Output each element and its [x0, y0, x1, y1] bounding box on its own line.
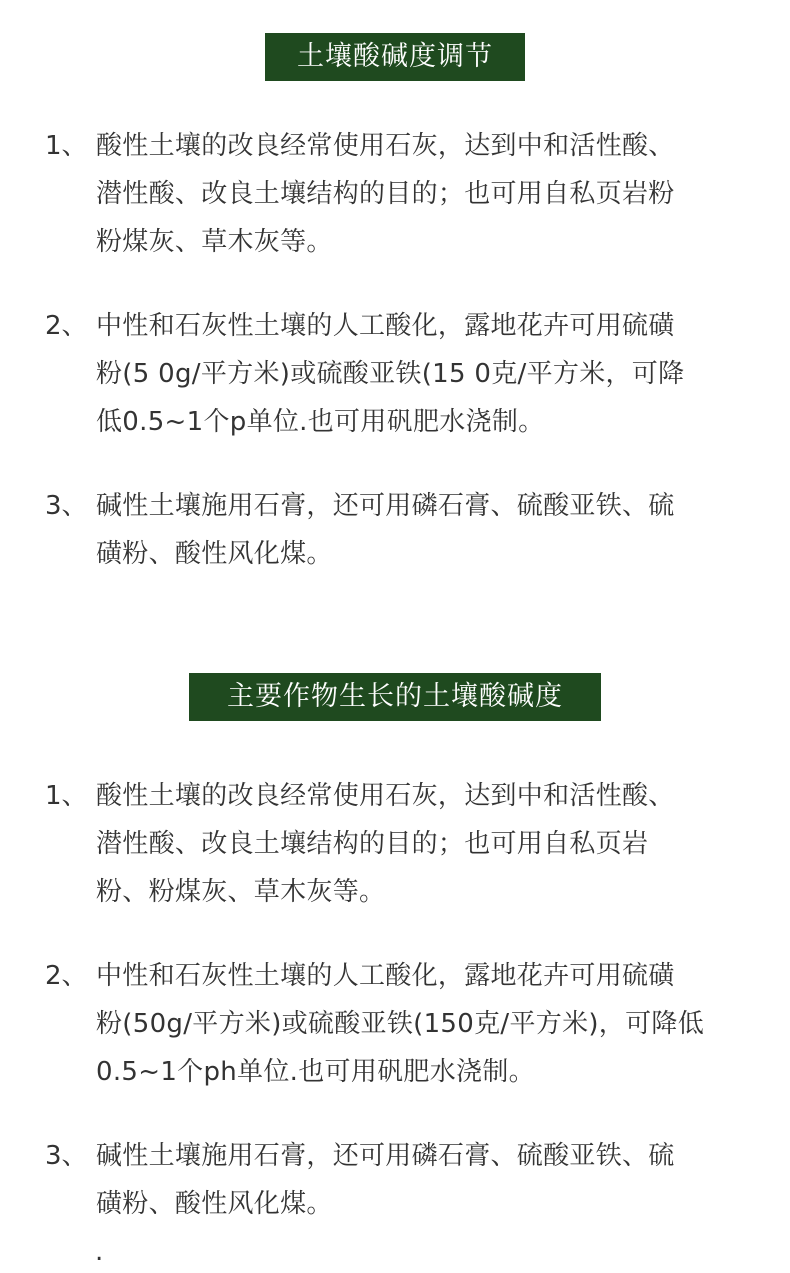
text-line: 粉(50g/平方米)或硫酸亚铁(150克/平方米)，可降低 [96, 1009, 705, 1039]
text-line: 碱性土壤施用石膏，还可用磷石膏、硫酸亚铁、硫 [96, 1141, 675, 1171]
text-line: 碱性土壤施用石膏，还可用磷石膏、硫酸亚铁、硫 [96, 491, 675, 521]
text-line: 0.5~1个ph单位.也可用矾肥水浇制。 [96, 1057, 535, 1087]
text-line: 中性和石灰性土壤的人工酸化，露地花卉可用硫磺 [96, 311, 675, 341]
list-item-number: 1、 [45, 131, 88, 161]
text-line: 酸性土壤的改良经常使用石灰，达到中和活性酸、 [96, 131, 675, 161]
text-line: 酸性土壤的改良经常使用石灰，达到中和活性酸、 [96, 781, 675, 811]
trailing-mark: . [95, 1237, 104, 1267]
list-item-text [96, 302, 736, 446]
text-line: 粉煤灰、草木灰等。 [96, 227, 333, 257]
section-title-soil-ph-adjustment: 土壤酸碱度调节 [265, 33, 525, 81]
list-item-number: 3、 [45, 1141, 88, 1171]
list-item-text [96, 482, 736, 578]
text-line: 粉(5 0g/平方米)或硫酸亚铁(15 0克/平方米，可降 [96, 359, 685, 389]
list-item-number: 1、 [45, 781, 88, 811]
text-line: 潜性酸、改良土壤结构的目的；也可用自私页岩 [96, 829, 649, 859]
text-line: 潜性酸、改良土壤结构的目的；也可用自私页岩粉 [96, 179, 675, 209]
list-item-text [96, 952, 736, 1096]
list-item-number: 2、 [45, 311, 88, 341]
list-item-text [96, 122, 736, 266]
section-title-crop-soil-ph: 主要作物生长的土壤酸碱度 [189, 673, 601, 721]
text-line: 低0.5~1个p单位.也可用矾肥水浇制。 [96, 407, 545, 437]
list-item-text [96, 1132, 736, 1228]
text-line: 中性和石灰性土壤的人工酸化，露地花卉可用硫磺 [96, 961, 675, 991]
list-item-number: 3、 [45, 491, 88, 521]
text-line: 粉、粉煤灰、草木灰等。 [96, 877, 386, 907]
list-item-number: 2、 [45, 961, 88, 991]
text-line: 磺粉、酸性风化煤。 [96, 1189, 333, 1219]
list-item-text [96, 772, 736, 916]
text-line: 磺粉、酸性风化煤。 [96, 539, 333, 569]
